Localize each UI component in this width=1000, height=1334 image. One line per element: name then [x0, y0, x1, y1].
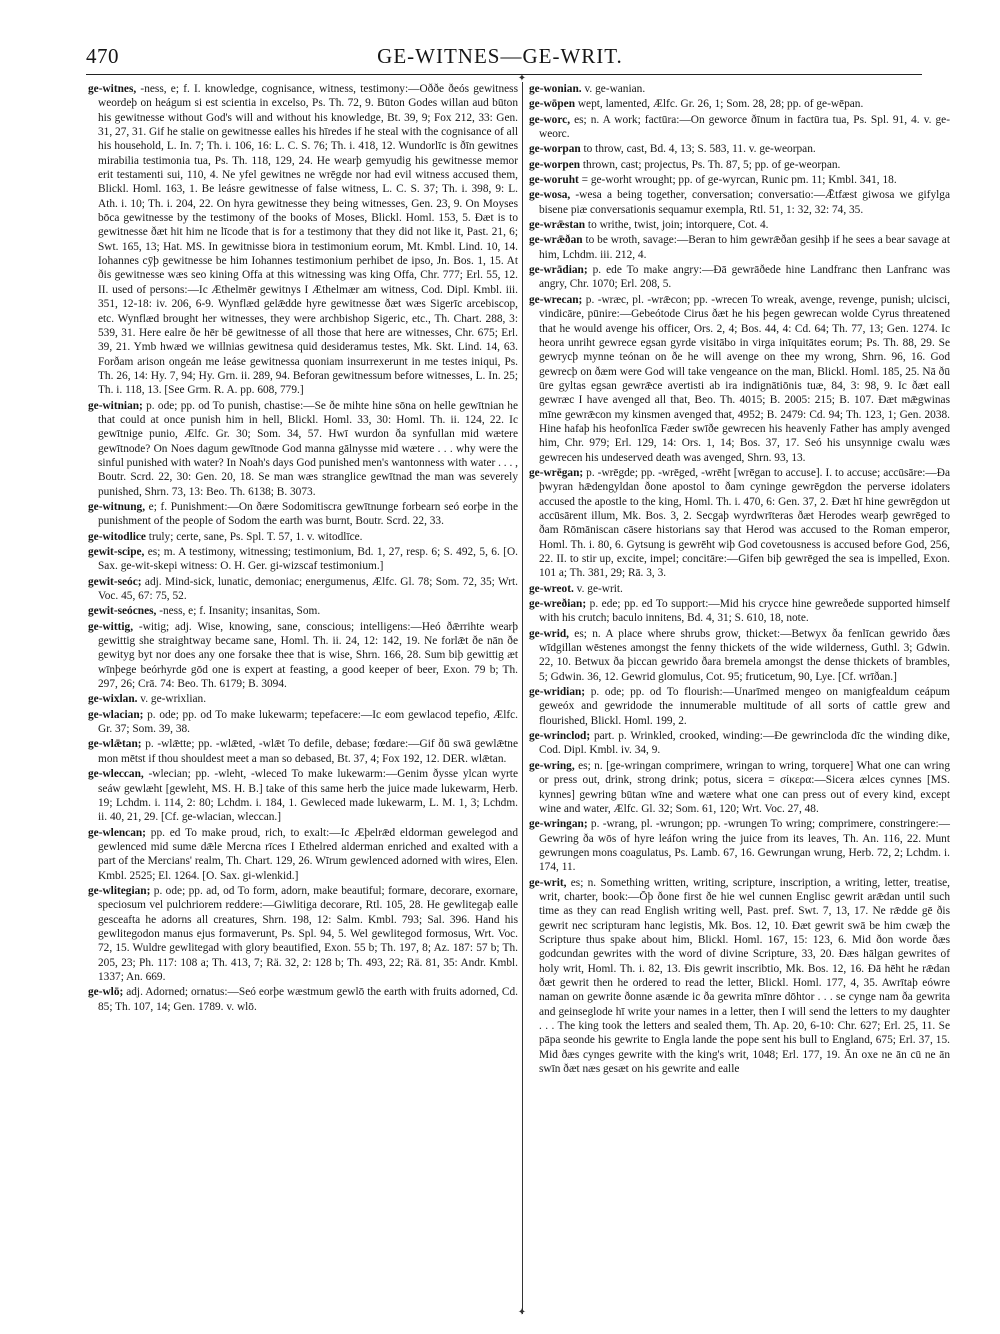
- dictionary-entry: [529, 293, 950, 465]
- entry-definition: v. ge-wrixlian.: [137, 693, 207, 706]
- dictionary-entry: [88, 500, 518, 529]
- dictionary-entry: [529, 158, 950, 172]
- entry-headword: ge-woruht: [529, 174, 579, 187]
- dictionary-entry: [88, 575, 518, 604]
- entry-headword: ge-worpan: [529, 143, 581, 156]
- dictionary-entry: [529, 263, 950, 292]
- entry-definition: -ness, e; f. Insanity; insanitas, Som.: [156, 605, 321, 618]
- entry-headword: ge-wōpen: [529, 98, 576, 111]
- entry-headword: ge-witnian;: [88, 399, 143, 412]
- dictionary-entry: [529, 817, 950, 874]
- dictionary-entry: [529, 876, 950, 1077]
- entry-headword: ge-witodlice: [88, 530, 146, 543]
- entry-headword: ge-wrǣstan: [529, 219, 586, 232]
- entry-headword: gewit-seócnes,: [88, 605, 157, 618]
- dictionary-entry: [88, 884, 518, 984]
- entry-headword: ge-wrēgan;: [529, 466, 584, 479]
- dictionary-entry: [529, 82, 950, 96]
- dictionary-entry: [88, 708, 518, 737]
- entry-definition: e; f. Punishment:—On ðære Sodomitiscra gewītnunge forbearn seó eorþe in the punishment of the people of Sodom the earth was burnt, Boutr. Scrd. 22, 33.: [98, 500, 518, 528]
- dictionary-entry: [88, 82, 518, 398]
- right-column: [529, 82, 950, 1077]
- entry-definition: to throw, cast, Bd. 4, 13; S. 583, 11. v. ge-weorpan.: [580, 143, 816, 156]
- entry-definition: = ge-worht wrought; pp. of ge-wyrcan, Runic pm. 11; Kmbl. 341, 18.: [578, 174, 897, 187]
- entry-headword: ge-wrid,: [529, 627, 570, 640]
- entry-headword: ge-wridian;: [529, 686, 586, 699]
- entry-headword: ge-wreot.: [529, 582, 574, 595]
- entry-headword: ge-writ,: [529, 876, 567, 889]
- entry-definition: adj. Adorned; ornatus:—Seó eorþe wæstmum gewlō the earth with fruits adorned, Cd. 85; Th. 107, 14; Gen. 1789. v. wlō.: [98, 986, 518, 1013]
- dictionary-entry: [88, 399, 518, 499]
- entry-definition: -wesa a being together, conversation; conversatio:—Ǣtfæst giwosa we gifylga bisene piæ conversationis sequamur exempla, Rtl. 51, 1: 32, 32: 74, 35.: [539, 189, 950, 216]
- left-column: [88, 82, 518, 1015]
- dictionary-entry: [88, 767, 518, 824]
- entry-headword: gewit-seóc;: [88, 575, 142, 588]
- entry-headword: ge-wlitegian;: [88, 884, 151, 897]
- dictionary-entry: [88, 737, 518, 766]
- dictionary-entry: [88, 826, 518, 883]
- entry-headword: gewit-scipe,: [88, 546, 145, 558]
- entry-definition: es; n. [ge-wringan comprimere, wringan to wring, torquere] What one can wring or press out, drink, strong drink; potus, sicera = σίκερα:—Sicera ælces cynnes [MS. kynnes] gewring būtan wīne and wætere what one can press out of every kind, except wine and water, Ælfc. Gl. 32; Som. 61, 120; Wrt. Voc. 27, 48.: [539, 759, 950, 815]
- entry-headword: ge-wlō;: [88, 986, 124, 999]
- dictionary-entry: [529, 759, 950, 816]
- entry-definition: p. -wræc, pl. -wrǣcon; pp. -wrecen To wreak, avenge, revenge, punish; ulcisci, vindicāre, pūnire:—Gebeótode Cirus ðæt he his þegen gewrecan wolde Cyrus threatened that he would avenge his officer, Ors. 2, 4; Bos. 44, 4: Cd. 64; Th. 77, 13; Gen. 1274. Ic heora unriht gewrece egsan gyrde visitābo in virga inīquitātes eorum; Ps. Th. 88, 29. Se gewrycþ mynne teónan on ðe he will avenge on thee my wrong, Shrn. 96, 16. God gewrecþ on ðæm were God will take vengeance on the man, Blickl. Homl. 185, 25. Nā ðū ūre gyltas egsan gewrǣce avertisti ab ira indignātiōnis tuæ, 84, 3: 98, 9. Ic ðæt eall gewræc I have avenged all that, Beo. Th. 4015; B. 2005: 215; B. 107. Ðæt mǣgwinas mīne gewrǣcon my kinsmen avenged that, 4952; B. 2479: Cd. 94; Th. 123, 1; Gen. 2038. Hine hafaþ his heofonlīca Fæder swīðe gewrecen his heavenly Father has amply avenged him, Chr. 979; Erl. 129, 14: Ors. 1, 14; Bos. 37, 17. Seó his unsynnige cwalu wæs gewrecen his undeserved death was avenged, Shrn. 93, 13.: [539, 293, 950, 464]
- dictionary-entry: [529, 188, 950, 217]
- entry-definition: -ness, e; f. I. knowledge, cognisance, witness, testimony:—Oððe ðeós gewitness weordeþ on heágum si est scientia in excelso, Ps. Th. 72, 9. Būton Godes willan aud būton his gewitnesse without God's will and without his knowledge, Bt. 39, 9; Fox 212, 33: Gen. 31, 27, 31. Gif he stalie on gewitnesse ealles his hīredes if he steal with the cognisance of all his household, L. In. 7; Th. i. 106, 16: L. C. S. 76; Th. i. 418, 12. Wundorlīc is ðīn gewitnes mirabilia testimonia tua, Ps. Th. 118, 129, 24. He wearþ gemyudig his gewitnesse memor erit testamenti sui, 110, 4. Ne yfel gewitnes ne wrēgde nor had evil witness accused them, Blickl. Homl. 163, 1. Be leásre gewitnesse of false witness, L. C. S. 37; Th. i. 398, 9: L. Ath. i. 10; Th. i. 204, 22. On hyra gewitnesse they being witnesses, Gen. 23, 9. On Moyses bōca gewitnesse by the testimony of the books of Moses, Blickl. Homl. 153, 5. Ðæt is to gewitnesse ðæt hit him ne līcode that is for a testimony that they did not like it, Past. 21, 6; Swt. 165, 13; Hat. MS. In gewitnisse biora in testimonium eorum, Mt. Kmbl. Lind. 10, 14. Iohannes cȳþ gewitnesse be him Iohannes testimonium perhibet de ipso, Jn. Bos. 1, 15. At ðis gewitnesse wæs seo kining Offa at this witnessing was king Offa, Chr. 777; Erl. 55, 12. II. used of persons:—Ic Æthelmēr gewitnys I Æthelmær am witness, Cod. Dipl. Kmbl. iii. 351, 12-18: iv. 206, 6-9. Wynflæd gelǣdde hyre gewitnesse ðæt wæs Sigerīc arcebiscop, etc. Wynflæd brought her witnesses, they were archbishop Sigeric, etc., Th. Chart. 288, 3: 539, 31. Here ealre ðe hēr bē gewitnesse of all those that here are witnesses, Chr. 675; Erl. 39, 21. Ymb hwæd we willnias gewitnesa quid desideramus testes, Mk. Skt. Lind. 14, 63. Forðam arison ongeán me leáse gewitnessa quoniam insurrexerunt in me testes iniqui, Ps. Th. 26, 14: Hy. 7, 94; Hy. Grn. ii. 289, 94. Beforan gewitnessum before witnesses, L. In. 25; Th. i. 118, 13. [See Grm. R. A. pp. 608, 779.]: [98, 83, 518, 397]
- dictionary-entry: [529, 597, 950, 626]
- entry-definition: es; n. A place where shrubs grow, thicket:—Betwyx ða fenlīcan gewrido ðæs wīdgillan wēstenes amongst the fenny thickets of the wide wilderness, Guthl. 3; Gdwin. 22, 10. Betwux ða þiccan gewrido ðara bremela amongst the dense thickets of brambles, 5; Gdwin. 36, 12. Gewrid glomulus, Cot. 95; fruticetum, 90, Lye. [Cf. wrīðan.]: [539, 627, 950, 683]
- entry-definition: thrown, cast; projectus, Ps. Th. 87, 5; pp. of ge-weorpan.: [580, 158, 841, 171]
- entry-definition: -witig; adj. Wise, knowing, sane, conscious; intelligens:—Heó ðǣrrihte wearþ gewittig she straightway became sane, Homl. Th. ii. 24, 12: 142, 19. Ne forlǣt ðe nān ðe gewityg byt nor does any one forsake thee that is wise, Shrn. 166, 28. Sum biþ gewittig æt wīnþege beórhyrde gōd one is expert at feasting, a good keeper of beer, Exon. 79 b; Th. 297, 26; Crā. 74: Beo. Th. 6179; B. 3094.: [98, 620, 518, 691]
- entry-headword: ge-wonian.: [529, 83, 582, 95]
- entry-definition: p. -wrēgde; pp. -wrēged, -wrēht [wrēgan to accuse]. I. to accuse; accūsāre:—Ða þwyran hǣdengyldan ðone apostol to ðam cyninge gewrēgdon the perverse idolaters accused the apostle to the king, Homl. Th. i. 470, 6: Gen. 37, 2. Ðæt hī hine gewrēgdon ut accūsārent illum, Mk. Bos. 3, 2. Secgaþ wyrdwrīteras ðæt Herodes wearþ gewrēged to ðam Rōmāniscan cāsere historians say that Herod was accused to the Roman emperor, Homl. Th. i. 80, 6. Gytsung is gewrēht wiþ God covetousness is accused before God, 256, 22. II. to stir up, excite, impel; concitāre:—Gifen biþ gewrēged the sea is impelled, Exon. 101 a; Th. 381, 29; Rā. 3, 3.: [539, 466, 950, 580]
- dictionary-entry: [529, 466, 950, 581]
- entry-definition: p. -wlǣtte; pp. -wlǣted, -wlǣt To defile, debase; fœdare:—Gif ðū swā gewlǣtne mon mētst if thou shouldest meet a man so debased, Bt. 37, 4; Fox 192, 12. DER. wlǣtan.: [98, 738, 518, 765]
- dictionary-entry: [529, 97, 950, 111]
- entry-headword: ge-wlacian;: [88, 708, 144, 721]
- entry-headword: ge-worc,: [529, 113, 571, 126]
- entry-definition: pp. ed To make proud, rich, to exalt:—Ic Æþelrǣd eldorman gewelegod and gewlenced mid sume dǣle Mercna rīces I Ethelred alderman enriched and exalted with a part of the Mercians' realm, Th. Chart. 129, 26. Wīrum gewlenced adorned with wires, Elen. Kmbl. 2525; El. 1264. [O. Sax. gi-wlenkid.]: [98, 826, 518, 882]
- entry-definition: p. -wrang, pl. -wrungon; pp. -wrungen To wring; comprimere, constringere:—Gewring ða wōs of hyre leáfon wring the juice from its leaves, Th. An. 116, 22. Munt gewrungen mons coagulatus, Ps. Lamb. 67, 16. Gewrungan wrung, Herb. 72, 2; Lchdm. i. 174, 11.: [539, 818, 950, 874]
- dictionary-entry: [529, 142, 950, 156]
- dictionary-entry: [529, 173, 950, 187]
- dictionary-entry: [529, 582, 950, 596]
- entry-definition: p. ede To make angry:—Ðā gewrāðede hine Landfranc then Lanfranc was angry, Chr. 1070; Erl. 208, 5.: [539, 264, 950, 291]
- dictionary-entry: [88, 985, 518, 1014]
- dictionary-entry: [529, 233, 950, 262]
- entry-definition: to writhe, twist, join; intorquere, Cot. 4.: [585, 219, 769, 232]
- dictionary-entry: [529, 627, 950, 684]
- dictionary-entry: [88, 692, 518, 706]
- entry-definition: p. ode; pp. ad, od To form, adorn, make beautiful; formare, decorare, exornare, speciosum vel pulchriorem reddere:—Giwlitiga decorare, Rtl. 105, 28. He gewlitegaþ ealle gesceafta he adorns all creatures, Shrn. 198, 12: Salm. Kmbl. 793; Sal. 396. Hand his gewlitegodon manus ejus formaverunt, Ps. Spl. 94, 5. Wel gewlitegod formosus, Wrt. Voc. 72, 15. Wuldre gewlitegad with glory beautified, Exon. 55 b; Th. 197, 8; Az. 187: 57 b; Th. 205, 23; Ph. 117: 108 a; Th. 413, 7; Rä. 32, 2: 128 b; Th. 493, 22; Rä. 81, 35: Andr. Kmbl. 1337; An. 669.: [98, 884, 518, 983]
- dictionary-entry: [529, 113, 950, 142]
- running-head: GE-WITNES—GE-WRIT.: [377, 44, 623, 68]
- entry-headword: ge-wrǣðan: [529, 234, 583, 247]
- dictionary-entry: [88, 604, 518, 618]
- entry-headword: ge-wrādian;: [529, 264, 588, 277]
- entry-definition: truly; certe, sane, Ps. Spl. T. 57, 1. v. witodlīce.: [145, 530, 363, 543]
- entry-headword: ge-wixlan.: [88, 693, 138, 706]
- dictionary-entry: [529, 685, 950, 728]
- entry-headword: ge-wringan;: [529, 818, 588, 831]
- entry-headword: ge-witnung,: [88, 500, 146, 513]
- entry-definition: p. ode; pp. od To make lukewarm; tepefacere:—Ic eom gewlacod tepefio, Ælfc. Gr. 37; Som. 39, 38.: [98, 708, 518, 736]
- entry-headword: ge-wrinclod;: [529, 730, 591, 743]
- column-divider-ornament-top: ✦: [517, 73, 527, 84]
- column-divider-ornament-bottom: ✦: [517, 1307, 527, 1318]
- entry-definition: wept, lamented, Ælfc. Gr. 26, 1; Som. 28, 28; pp. of ge-wēpan.: [575, 98, 864, 111]
- entry-definition: v. ge-wanian.: [581, 83, 646, 95]
- header-rule: [86, 74, 922, 75]
- dictionary-entry: [88, 545, 518, 574]
- entry-definition: es; n. A work; factūra:—On geworce ðīnum in factūra tua, Ps. Spl. 91, 4. v. ge-weorc.: [539, 113, 950, 141]
- entry-definition: es; n. Something written, writing, scripture, inscription, a writing, letter, treatise, writ, charter, book:—Ōþ ðone first ðe hie wel cunnen Englisc gewrit arǣdan until such time as they can read English writing well, Past. pref. Swt. 7, 13, 17. Ne rǣdde gē ðis gewrit nec scripturam hanc legistis, Mk. Bos. 12, 10. Ðæt gewrit swā be him cwæþ the Scripture thus spake about him, Blickl. Homl. 167, 15: 123, 6. Mid ðon worde ðæs godcundan gewrites with the word of divine Scripture, 33, 20. Ðæs hālgan gewrites of holy writ, Homl. Th. i. 82, 13. Ðis gewrit inscribtio, Mk. Bos. 12, 16. Ðā hēht he rǣdan ðæt gewrit then he ordered to read the letter, Blickl. Homl. 177, 4, 35. Awrītaþ eówre naman on gewrite ðonne asænde ic ða gewrita mīnre dōhtor . . . se cynge nam ða gewrita and geinseglode hī write your names in a letter, then I will send the letters to my daughter . . . The king took the letters and sealed them, Th. Ap. 20, 6-10: Chr. 627; Erl. 25, 11. Se pāpa seonde his gewrite to Engla lande the pope sent his bull to England, 675; Erl. 37, 15. Mid ðæs cynges gewrite with the king's writ, 1048; Erl. 177, 19. Ān oxe ne ān cū ne ān swīn ðæt næs gesæt on his gewrite and ealle: [539, 876, 950, 1076]
- entry-definition: es; m. A testimony, witnessing; testimonium, Bd. 1, 27, resp. 6; S. 492, 5, 6. [O. Sax. ge-wit-skepi witness: O. H. Ger. gi-wizscaf testimonium.]: [98, 546, 518, 573]
- entry-headword: ge-wring,: [529, 759, 575, 772]
- entry-definition: p. ode; pp. od To flourish:—Unarīmed mengeo on manigfealdum ceápum geweóx and gewridode the innumerable multitude of all sorts of cattle grew and flourished, Blickl. Homl. 199, 2.: [539, 686, 950, 727]
- entry-headword: ge-wittig,: [88, 620, 134, 633]
- entry-definition: adj. Mind-sick, lunatic, demoniac; energumenus, Ælfc. Gl. 78; Som. 72, 35; Wrt. Voc. 45, 67: 75, 52.: [98, 575, 518, 603]
- entry-headword: ge-wreðian;: [529, 598, 587, 611]
- entry-definition: p. ode; pp. od To punish, chastise:—Se ðe mihte hine sōna on helle gewītnian he that could at once punish him in hell, Blickl. Homl. 33, 30: Homl. Th. ii. 124, 22. Ic gewītnige punio, Ælfc. Gr. 30; Som. 34, 57. Hwī wurdon ða synfullan mid wætere gewītnode? On Noes dagum gewītnode God manna gālnysse mid wætere . . . why were the sinful punished with water? In Noah's days God punished men's wantonness with water . . . , Boutr. Scrd. 22, 30: Gen. 20, 18. Se man wæs stranglice gewītnad the man was severely punished, Shrn. 73, 13: Beo. Th. 6138; B. 3073.: [98, 399, 518, 498]
- dictionary-entry: [88, 530, 518, 544]
- column-divider: [522, 82, 523, 1314]
- entry-headword: ge-wrecan;: [529, 293, 583, 306]
- entry-headword: ge-wleccan,: [88, 768, 144, 781]
- entry-definition: v. ge-writ.: [573, 582, 623, 595]
- dictionary-entry: [88, 620, 518, 692]
- entry-headword: ge-worpen: [529, 158, 581, 171]
- entry-definition: part. p. Wrinkled, crooked, winding:—Ðe gewrincloda dīc the winding dike, Cod. Dipl. Kmbl. iv. 34, 9.: [539, 730, 950, 757]
- entry-definition: to be wroth, savage:—Beran to him gewrǣðan gesihþ if he sees a bear savage at him, Lchdm. iii. 212, 4.: [539, 234, 950, 261]
- entry-definition: p. ede; pp. ed To support:—Mid his crycce hine gewreðede supported himself with his crutch; baculo innitens, Bd. 4, 31; S. 610, 18, note.: [539, 598, 950, 625]
- entry-definition: -wlecian; pp. -wleht, -wleced To make lukewarm:—Genim ðysse ylcan wyrte seáw gewlæht [gewleht, MS. H. B.] take of this same herb the juice made lukewarm, Herb. 19; Lchdm. i. 114, 2: 80; Lchdm. i. 184, 1. Gewleced made lukewarm, L. M. 1, 3; Lchdm. ii. 40, 21, 29. [Cf. ge-wlacian, wleccan.]: [98, 768, 518, 824]
- dictionary-entry: [529, 218, 950, 232]
- entry-headword: ge-wlǣtan;: [88, 738, 142, 751]
- entry-headword: ge-wlencan;: [88, 826, 146, 839]
- page-number: 470: [86, 44, 119, 68]
- entry-headword: ge-witnes,: [88, 83, 137, 95]
- entry-headword: ge-wosa,: [529, 189, 571, 202]
- dictionary-entry: [529, 729, 950, 758]
